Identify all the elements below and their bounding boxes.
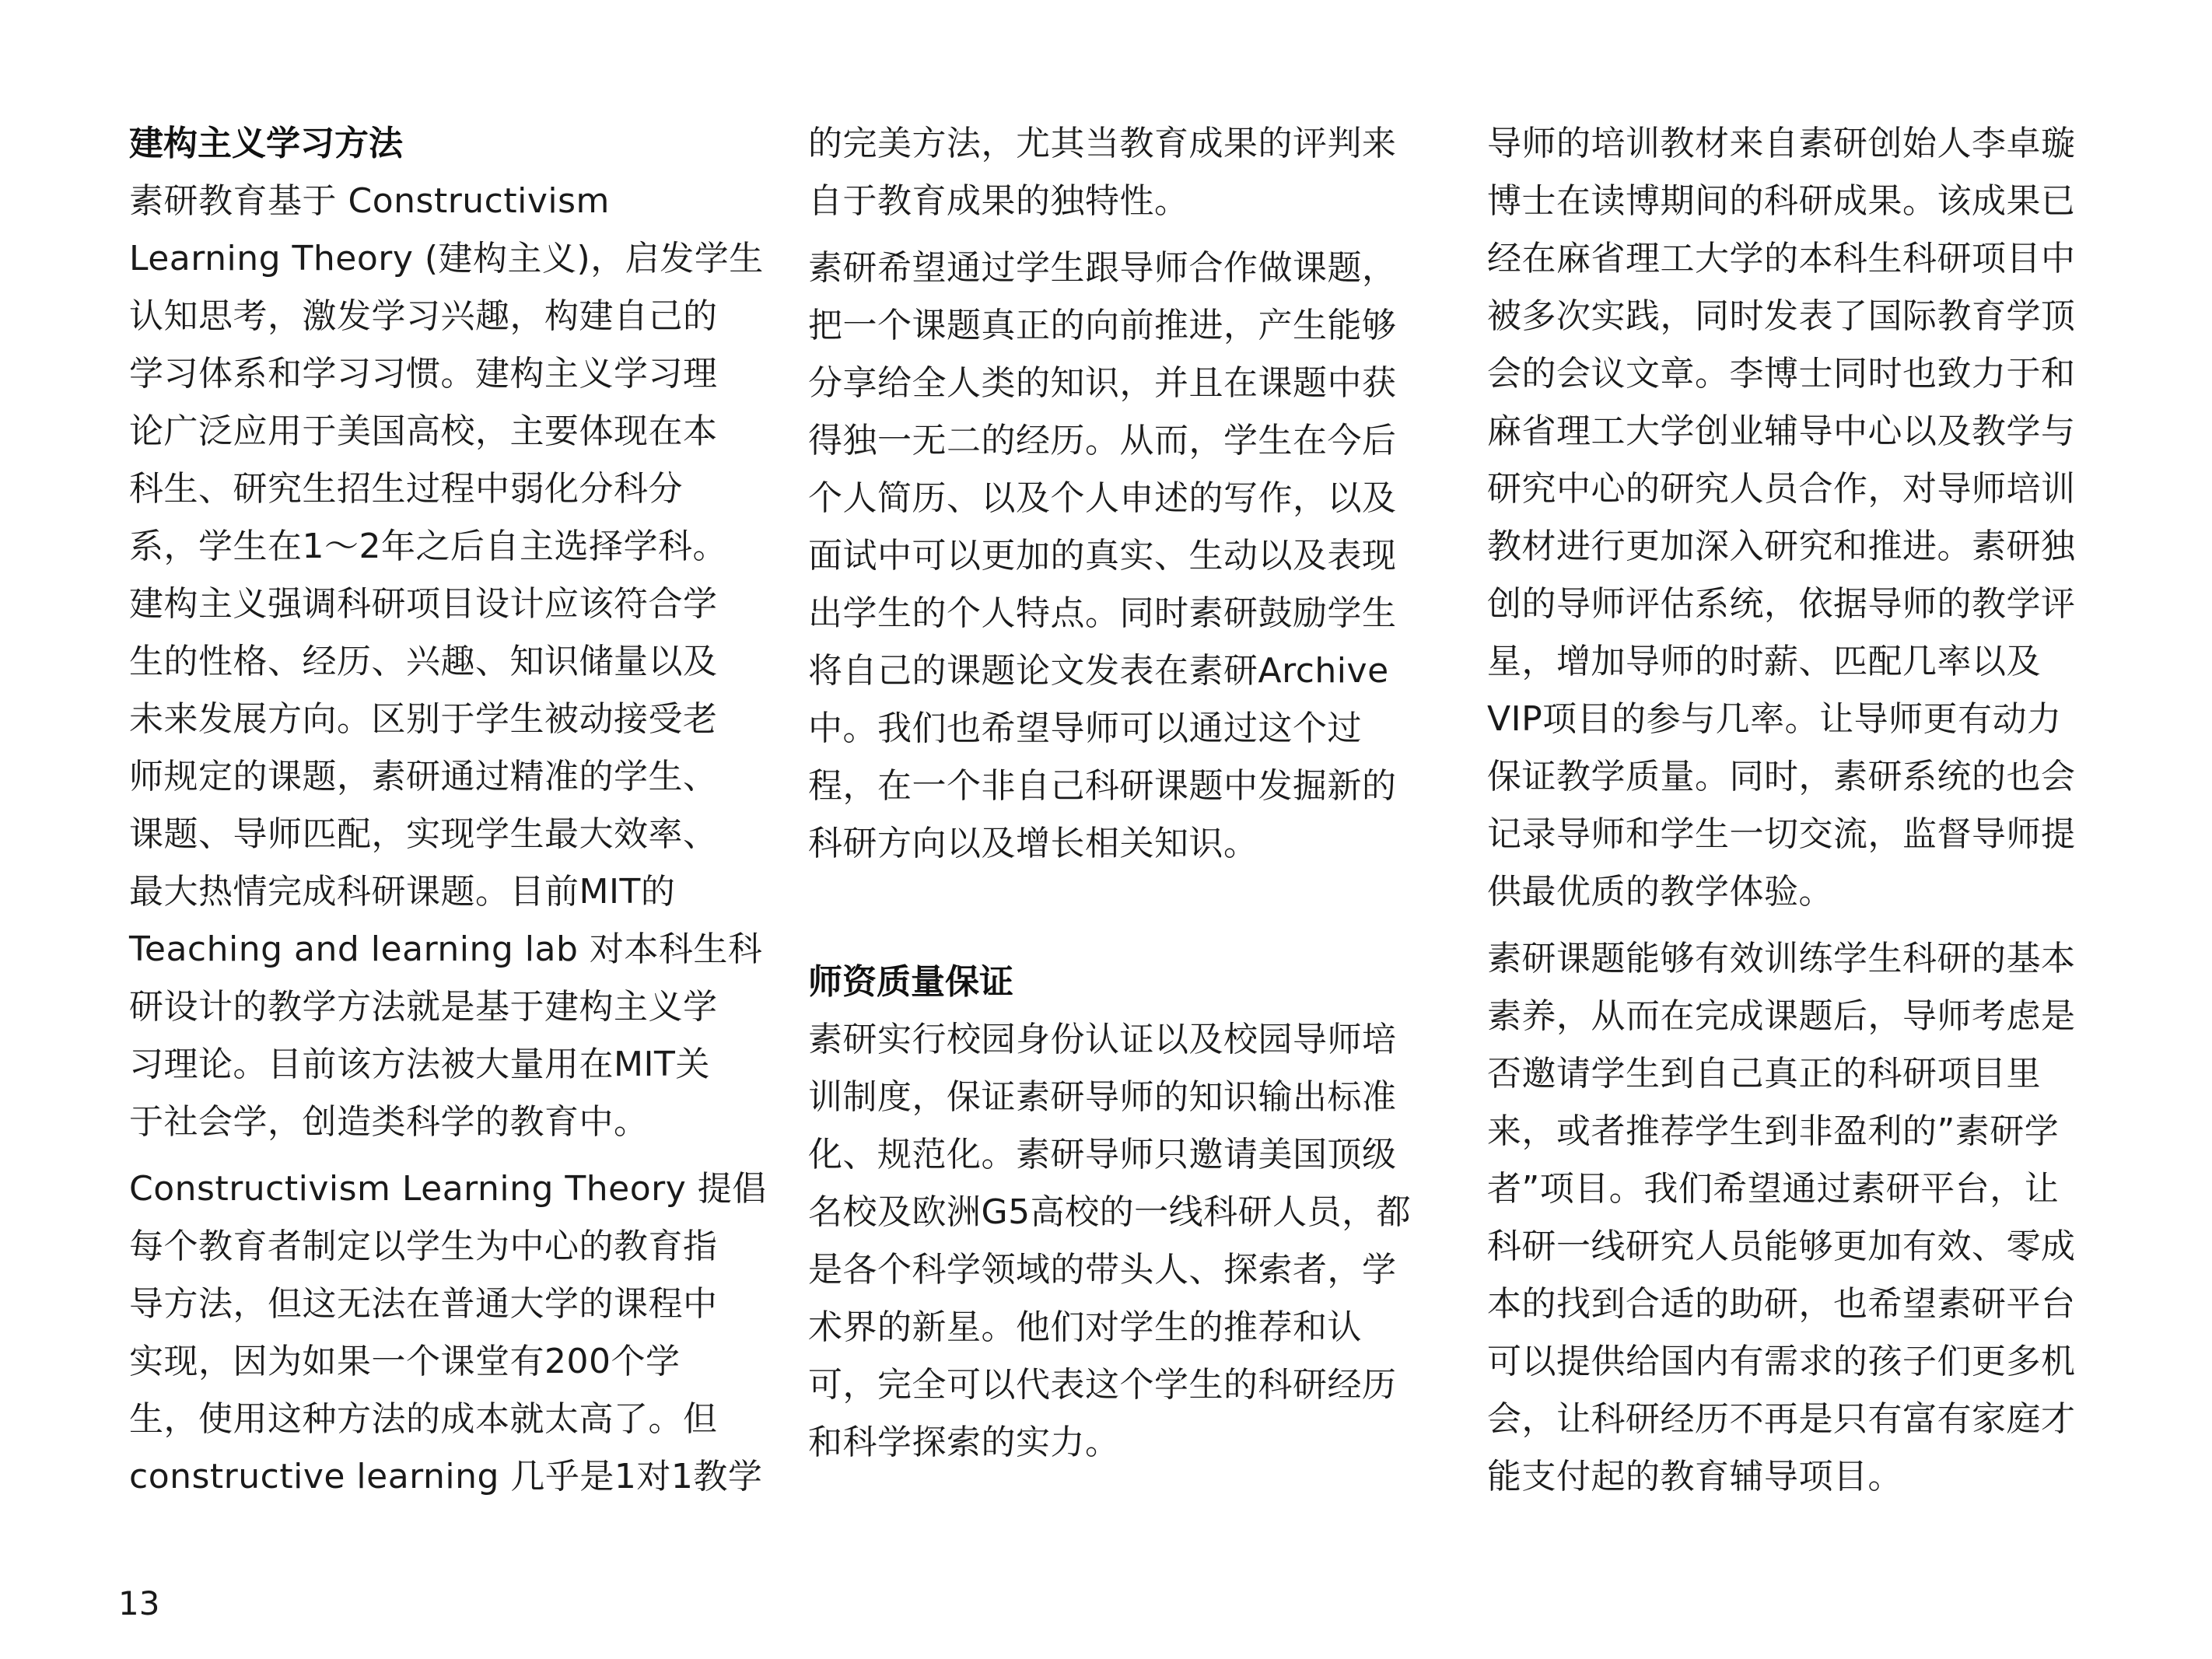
paragraph-line: 名校及欧洲G5高校的一线科研人员，都 <box>808 1192 1412 1232</box>
paragraph-line: 术界的新星。他们对学生的推荐和认 <box>808 1307 1362 1347</box>
paragraph-line: 能支付起的教育辅导项目。 <box>1487 1457 1902 1496</box>
paragraph-line: 导师的培训教材来自素研创始人李卓璇 <box>1487 124 2076 163</box>
paragraph-line: constructive learning 几乎是1对1教学 <box>129 1457 763 1496</box>
paragraph-line: 最大热情完成科研课题。目前MIT的 <box>129 872 676 912</box>
paragraph-line: 素研实行校园身份认证以及校园导师培 <box>808 1020 1397 1059</box>
paragraph-line: 实现，因为如果一个课堂有200个学 <box>129 1342 681 1381</box>
paragraph-line: 保证教学质量。同时，素研系统的也会 <box>1487 757 2076 796</box>
paragraph-line: Constructivism Learning Theory 提倡 <box>129 1169 767 1209</box>
paragraph-line: 科生、研究生招生过程中弱化分科分 <box>129 469 683 509</box>
paragraph-line: 师规定的课题，素研通过精准的学生、 <box>129 757 718 796</box>
section-heading: 建构主义学习方法 <box>129 124 403 163</box>
paragraph-line: 供最优质的教学体验。 <box>1487 872 1833 912</box>
paragraph-line: 分享给全人类的知识，并且在课题中获 <box>808 363 1397 403</box>
column-3 <box>1487 115 2109 1506</box>
paragraph-line: 会的会议文章。李博士同时也致力于和 <box>1487 354 2076 394</box>
paragraph-line: 将自己的课题论文发表在素研Archive <box>808 651 1389 691</box>
paragraph-spacer <box>129 1151 751 1160</box>
paragraph-line: 化、规范化。素研导师只邀请美国顶级 <box>808 1135 1397 1174</box>
paragraph-line: 科研一线研究人员能够更加有效、零成 <box>1487 1227 2076 1266</box>
paragraph-line: 创的导师评估系统，依据导师的教学评 <box>1487 584 2076 624</box>
paragraph-line: 记录导师和学生一切交流，监督导师提 <box>1487 814 2076 854</box>
paragraph-line: 中。我们也希望导师可以通过这个过 <box>808 709 1362 748</box>
paragraph-line: 把一个课题真正的向前推进，产生能够 <box>808 306 1397 345</box>
paragraph-line: 面试中可以更加的真实、生动以及表现 <box>808 536 1397 576</box>
paragraph-line: 学习体系和学习习惯。建构主义学习理 <box>129 354 718 394</box>
paragraph-line: 系，学生在1～2年之后自主选择学科。 <box>129 527 727 566</box>
paragraph-line: 者”项目。我们希望通过素研平台，让 <box>1487 1169 2060 1209</box>
paragraph-line: 生，使用这种方法的成本就太高了。但 <box>129 1399 718 1439</box>
paragraph-line: Learning Theory (建构主义)，启发学生 <box>129 239 764 278</box>
paragraph-line: 于社会学，创造类科学的教育中。 <box>129 1102 649 1142</box>
paragraph-line: 和科学探索的实力。 <box>808 1423 1120 1462</box>
column-2 <box>808 115 1430 1472</box>
paragraph-line: 麻省理工大学创业辅导中心以及教学与 <box>1487 411 2076 451</box>
paragraph-spacer <box>808 230 1430 240</box>
page-number: 13 <box>118 1584 160 1622</box>
paragraph-line: 会，让科研经历不再是只有富有家庭才 <box>1487 1399 2076 1439</box>
paragraph-line: 研设计的教学方法就是基于建构主义学 <box>129 987 718 1027</box>
paragraph-line: 研究中心的研究人员合作，对导师培训 <box>1487 469 2076 509</box>
paragraph-line: 课题、导师匹配，实现学生最大效率、 <box>129 814 718 854</box>
paragraph-line: 素养，从而在完成课题后，导师考虑是 <box>1487 996 2076 1036</box>
paragraph-line: 否邀请学生到自己真正的科研项目里 <box>1487 1054 2041 1094</box>
section-heading: 师资质量保证 <box>808 962 1013 1002</box>
paragraph-line: 本的找到合适的助研，也希望素研平台 <box>1487 1284 2076 1324</box>
paragraph-line: 程，在一个非自己科研课题中发掘新的 <box>808 766 1397 806</box>
paragraph-line: 出学生的个人特点。同时素研鼓励学生 <box>808 593 1397 633</box>
paragraph-line: 可以提供给国内有需求的孩子们更多机 <box>1487 1342 2076 1381</box>
paragraph-line: 建构主义强调科研项目设计应该符合学 <box>129 584 718 624</box>
paragraph-line: 未来发展方向。区别于学生被动接受老 <box>129 699 718 739</box>
paragraph-line: 训制度，保证素研导师的知识输出标准 <box>808 1077 1397 1117</box>
paragraph-line: 导方法，但这无法在普通大学的课程中 <box>129 1284 718 1324</box>
paragraph-line: VIP项目的参与几率。让导师更有动力 <box>1487 699 2062 739</box>
paragraph-line: 星，增加导师的时薪、匹配几率以及 <box>1487 642 2041 681</box>
paragraph-line: 认知思考，激发学习兴趣，构建自己的 <box>129 296 718 336</box>
paragraph-line: 教材进行更加深入研究和推进。素研独 <box>1487 527 2076 566</box>
paragraph-line: 来，或者推荐学生到非盈利的”素研学 <box>1487 1111 2060 1151</box>
paragraph-line: Teaching and learning lab 对本科生科 <box>129 929 763 969</box>
paragraph-line: 科研方向以及增长相关知识。 <box>808 824 1258 863</box>
paragraph-line: 经在麻省理工大学的本科生科研项目中 <box>1487 239 2076 278</box>
section-spacer <box>808 873 1430 954</box>
paragraph-line: 生的性格、经历、兴趣、知识储量以及 <box>129 642 718 681</box>
paragraph-line: 个人简历、以及个人申述的写作，以及 <box>808 478 1397 518</box>
paragraph-line: 自于教育成果的独特性。 <box>808 181 1189 221</box>
paragraph-line: 论广泛应用于美国高校，主要体现在本 <box>129 411 718 451</box>
paragraph-line: 每个教育者制定以学生为中心的教育指 <box>129 1227 718 1266</box>
paragraph-line: 素研教育基于 Constructivism <box>129 181 610 221</box>
paragraph-line: 素研课题能够有效训练学生科研的基本 <box>1487 939 2076 978</box>
paragraph-line: 被多次实践，同时发表了国际教育学顶 <box>1487 296 2076 336</box>
paragraph-line: 的完美方法，尤其当教育成果的评判来 <box>808 124 1397 163</box>
paragraph-line: 博士在读博期间的科研成果。该成果已 <box>1487 181 2076 221</box>
paragraph-line: 素研希望通过学生跟导师合作做课题， <box>808 248 1397 288</box>
paragraph-line: 习理论。目前该方法被大量用在MIT关 <box>129 1045 710 1084</box>
paragraph-line: 得独一无二的经历。从而，学生在今后 <box>808 421 1397 460</box>
paragraph-spacer <box>1487 921 2109 930</box>
column-1 <box>129 115 767 1506</box>
paragraph-line: 可，完全可以代表这个学生的科研经历 <box>808 1365 1397 1405</box>
paragraph-line: 是各个科学领域的带头人、探索者，学 <box>808 1250 1397 1290</box>
